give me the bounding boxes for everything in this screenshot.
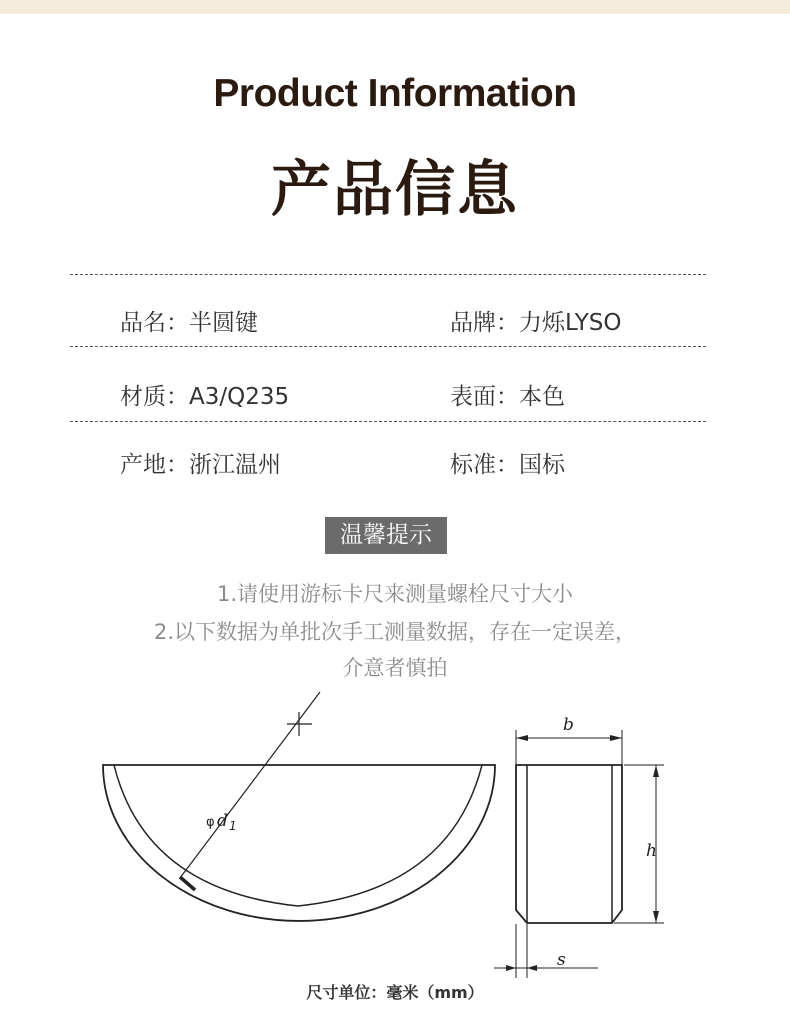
- dimension-label-d1-subscript: 1: [229, 819, 237, 833]
- arrowhead: [610, 735, 622, 741]
- key-front-outline: [103, 765, 495, 921]
- key-side-outline: [516, 765, 622, 923]
- top-color-band: [0, 0, 790, 14]
- arrowhead: [506, 965, 516, 971]
- diameter-symbol: φ: [206, 815, 215, 830]
- tip-line-1: 1.请使用游标卡尺来测量螺栓尺寸大小: [216, 582, 574, 606]
- dimension-label-b: b: [563, 715, 574, 735]
- page-title-english: Product Information: [213, 72, 577, 115]
- leader-arrow: [180, 877, 195, 890]
- spec-surface: 表面：本色: [450, 384, 565, 410]
- page-title-chinese: 产品信息: [271, 155, 519, 225]
- arrowhead: [653, 765, 659, 777]
- tip-line-3: 介意者慎拍: [342, 656, 448, 680]
- arrowhead: [516, 735, 528, 741]
- spec-brand: 品牌：力烁LYSO: [450, 310, 622, 336]
- spec-name: 品名：半圆键: [120, 310, 258, 336]
- dimension-label-h: h: [646, 841, 657, 861]
- tip-line-2: 2.以下数据为单批次手工测量数据，存在一定误差，: [153, 620, 637, 644]
- key-chamfer-line: [114, 765, 482, 906]
- unit-label: 尺寸单位：毫米（mm）: [306, 983, 484, 1002]
- spec-origin: 产地：浙江温州: [120, 452, 281, 478]
- arrowhead: [653, 911, 659, 923]
- divider: [70, 421, 706, 422]
- dimension-label-d1: d: [217, 811, 228, 831]
- divider: [70, 346, 706, 347]
- woodruff-key-drawing: [0, 680, 790, 980]
- tips-badge: 温馨提示: [325, 517, 447, 554]
- dimension-label-s: s: [557, 950, 566, 970]
- divider: [70, 274, 706, 275]
- arrowhead: [527, 965, 537, 971]
- spec-material: 材质：A3/Q235: [120, 384, 290, 410]
- spec-standard: 标准：国标: [450, 452, 565, 478]
